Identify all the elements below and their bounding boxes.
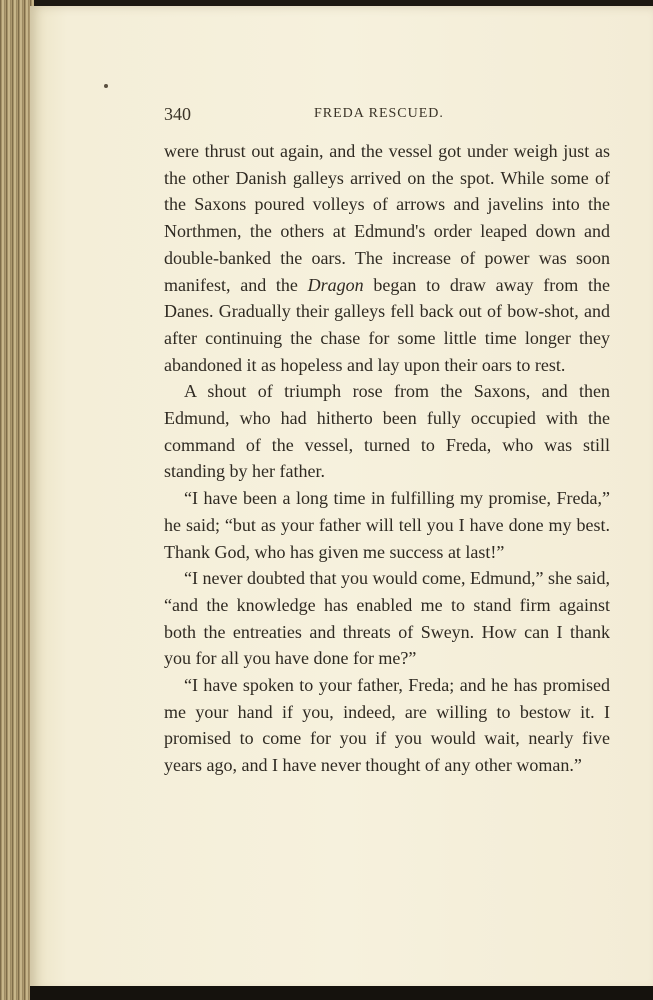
paragraph-2: A shout of triumph rose from the Saxons, and then Edmund, who had hitherto been fully occupied with the command of the vessel, turned to Freda, who was still standing by her father. — [164, 381, 610, 482]
paragraph-1: were thrust out again, and the vessel got under weigh just as the other Danish galleys arrived on the spot. While some of the Saxons poured volleys of arrows and javelins into the Northmen, the others at Edmund's order leaped down and double-banked the oars. The increase of power was soon manifest, and the Dragon began to draw away from the Danes. Gradually their galleys fell back out of bow-shot, and after continuing the chase for some little time longer they abandoned it as hopeless and lay upon their oars to rest. — [164, 141, 611, 375]
running-title: FREDA RESCUED. — [314, 106, 444, 121]
page-header — [164, 104, 608, 128]
paragraph-4: “I never doubted that you would come, Edmund,” she said, “and the knowledge has enabled me to stand firm against both the entreaties and threats of Sweyn. How can I thank you for all you have done for me?” — [164, 568, 610, 669]
page-body — [164, 138, 610, 779]
paragraph-5: “I have spoken to your father, Freda; and he has promised me your hand if you, indeed, are willing to bestow it. I promised to come for you if you would wait, nearly five years ago, and I have never thought of any other woman.” — [164, 675, 610, 776]
paragraph-3: “I have been a long time in fulfilling my promise, Freda,” he said; “but as your father will tell you I have done my best. Thank God, who has given me success at last!” — [164, 488, 610, 562]
book-spine-edge — [0, 0, 34, 1000]
page-number: 340 — [164, 104, 191, 124]
page-bottom-edge — [30, 986, 653, 1000]
ink-speck — [104, 84, 108, 88]
ship-name-dragon: Dragon — [307, 274, 364, 295]
